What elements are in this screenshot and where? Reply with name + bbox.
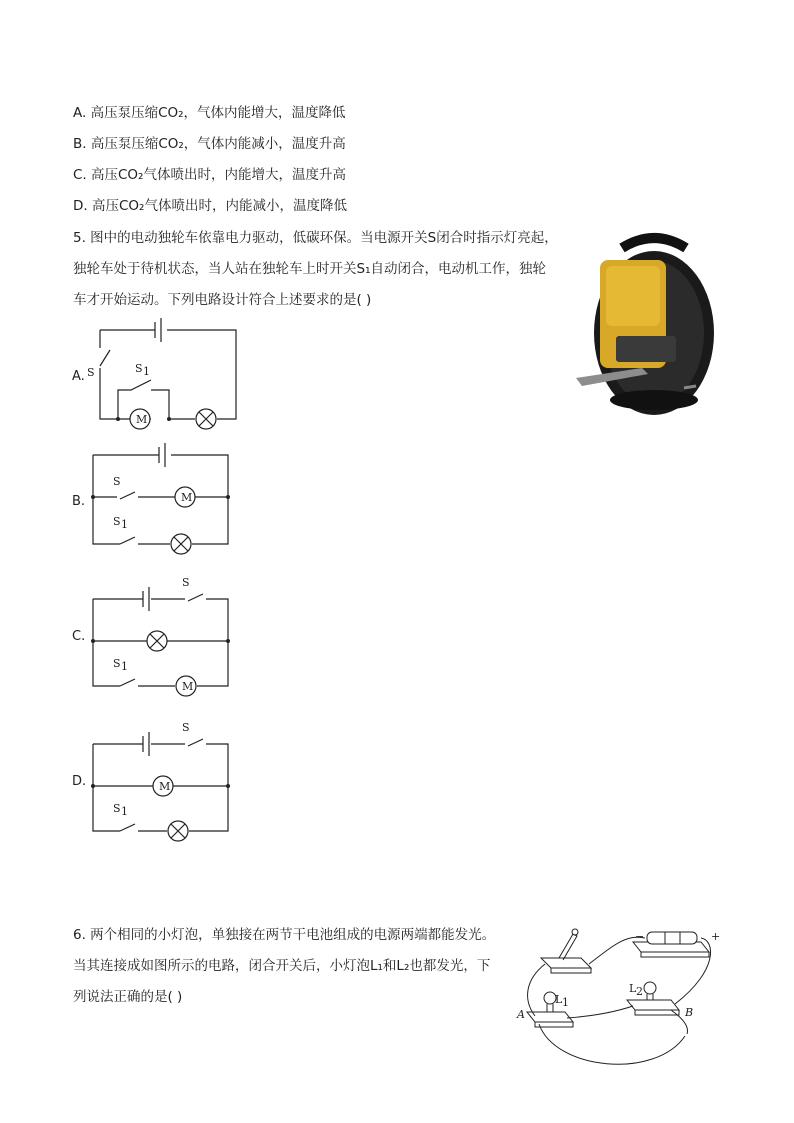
unicycle-image <box>572 228 722 418</box>
switch-s1-sub: 1 <box>143 365 150 378</box>
q4-option-d: D. 高压CO₂气体喷出时，内能减小，温度降低 <box>73 198 347 214</box>
switch-s1-sub: 1 <box>121 660 128 673</box>
motor-label: M <box>182 680 194 693</box>
motor-label: M <box>181 491 193 504</box>
q5-stem-line-2: 独轮车处于待机状态，当人站在独轮车上时开关S₁自动闭合，电动机工作，独轮 <box>73 261 546 277</box>
label-l2-sub: 2 <box>636 985 643 998</box>
label-l2: L <box>629 982 637 995</box>
switch-s1-label: S <box>113 802 121 815</box>
q4-option-c: C. 高压CO₂气体喷出时，内能增大，温度升高 <box>73 167 346 183</box>
switch-s-label: S <box>113 475 121 488</box>
label-a: A <box>517 1008 525 1021</box>
q6-stem-line-1: 6. 两个相同的小灯泡，单独接在两节干电池组成的电源两端都能发光。 <box>73 927 496 943</box>
label-plus: + <box>711 930 721 943</box>
q6-circuit-figure <box>515 920 725 1080</box>
label-l1-sub: 1 <box>562 996 569 1009</box>
switch-s1-label: S <box>135 362 143 375</box>
switch-s1-label: S <box>113 515 121 528</box>
q6-stem-line-2: 当其连接成如图所示的电路，闭合开关后，小灯泡L₁和L₂也都发光，下 <box>73 958 491 974</box>
circuit-a <box>85 318 245 428</box>
q4-option-b: B. 高压泵压缩CO₂，气体内能减小，温度升高 <box>73 136 346 152</box>
label-b: B <box>685 1006 694 1019</box>
circuit-b <box>85 445 245 555</box>
switch-s-label: S <box>182 576 190 589</box>
q5-stem-line-3: 车才开始运动。下列电路设计符合上述要求的是( ) <box>73 292 372 308</box>
switch-s1-label: S <box>113 657 121 670</box>
q6-stem-line-3: 列说法正确的是( ) <box>73 989 183 1005</box>
q5-option-d-label: D. <box>72 774 87 789</box>
q5-option-b-label: B. <box>72 494 86 509</box>
q5-stem-line-1: 5. 图中的电动独轮车依靠电力驱动，低碳环保。当电源开关S闭合时指示灯亮起， <box>73 230 558 246</box>
switch-s1-sub: 1 <box>121 518 128 531</box>
switch-s1-sub: 1 <box>121 805 128 818</box>
motor-label: M <box>159 780 171 793</box>
circuit-d <box>85 720 245 845</box>
motor-label: M <box>136 413 148 426</box>
circuit-c <box>85 575 245 700</box>
switch-s-label: S <box>87 366 95 379</box>
label-minus: − <box>635 930 645 943</box>
label-l1: L <box>555 993 563 1006</box>
q5-option-a-label: A. <box>72 369 85 384</box>
switch-s-label: S <box>182 721 190 734</box>
q5-option-c-label: C. <box>72 629 86 644</box>
q4-option-a: A. 高压泵压缩CO₂，气体内能增大，温度降低 <box>73 105 346 121</box>
